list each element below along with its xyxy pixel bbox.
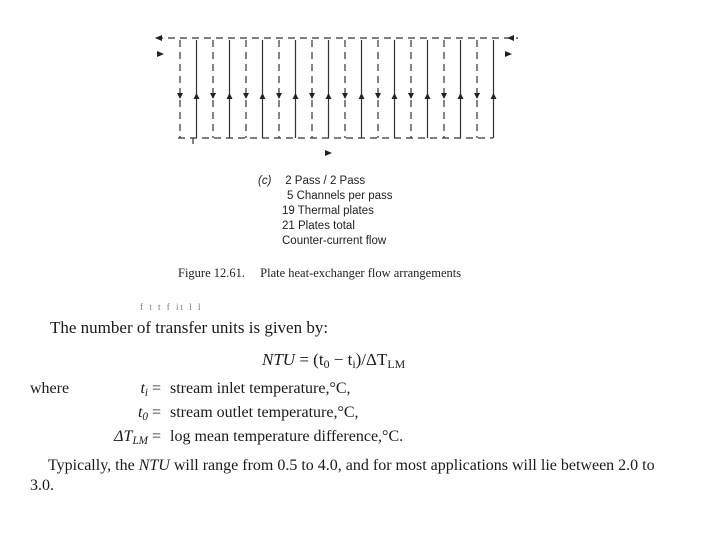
definition-symbol: $t_0$ xyxy=(137,404,148,423)
caption-line-1: (c) 2 Pass / 2 Pass xyxy=(258,175,366,187)
channel-flow-arrow xyxy=(458,93,464,99)
where-label: where xyxy=(30,380,70,397)
caption-line-5: Counter-current flow xyxy=(282,235,387,247)
figure-title xyxy=(178,266,461,281)
cut-off-text-line: f t t f it l l xyxy=(140,302,203,312)
channel-flow-arrow xyxy=(177,93,183,99)
channel-flow-arrow xyxy=(375,93,381,99)
channel-flow-arrow xyxy=(491,93,497,99)
channel-flow-arrow xyxy=(227,93,233,99)
body-paragraph: Typically, the NTU will range from 0.5 to 4.0, and for most applications will lie between 2.0 to 3.0. xyxy=(30,457,655,494)
definition-text: stream outlet temperature,°C, xyxy=(170,404,359,421)
channel-flow-arrow xyxy=(309,93,315,99)
channel-flow-arrow xyxy=(408,93,414,99)
panel-label: (c) xyxy=(258,175,272,187)
channel-flow-arrow xyxy=(441,93,447,99)
caption-line-3: 19 Thermal plates xyxy=(282,205,374,217)
channel-flow-arrow xyxy=(326,93,332,99)
plate-flow-diagram xyxy=(148,26,528,176)
equation-lhs: NTU xyxy=(262,350,296,369)
figure-caption-details xyxy=(258,174,392,249)
caption-line-4: 21 Plates total xyxy=(282,220,355,232)
side-arrow xyxy=(157,51,164,57)
definition-text: log mean temperature difference,°C. xyxy=(170,428,404,445)
intro-sentence: The number of transfer units is given by: xyxy=(50,318,329,337)
channel-flow-arrow xyxy=(342,93,348,99)
channel-flow-arrow xyxy=(474,93,480,99)
channel-flow-arrow xyxy=(194,93,200,99)
definition-symbol: $t_i$ xyxy=(140,380,148,399)
outlet-arrow xyxy=(507,35,514,41)
definition-text: stream inlet temperature,°C, xyxy=(170,380,351,397)
channel-flow-arrow xyxy=(260,93,266,99)
channel-flow-arrow xyxy=(243,93,249,99)
channel-flow-arrow xyxy=(425,93,431,99)
inlet-arrow xyxy=(155,35,162,41)
channel-flow-arrow xyxy=(276,93,282,99)
definition-symbol: $\Delta T_{LM}$ xyxy=(114,428,148,447)
side-arrow xyxy=(505,51,512,57)
bottom-flow-arrow xyxy=(325,150,332,156)
ntu-equation: NTU = $(t_0 - t_i)/\Delta T_{LM}$ xyxy=(262,350,406,371)
channel-flow-arrow xyxy=(293,93,299,99)
caption-line-2: 5 Channels per pass xyxy=(287,190,393,202)
figure-title-text: Plate heat-exchanger flow arrangements xyxy=(260,266,462,280)
channel-flow-arrow xyxy=(210,93,216,99)
figure-number: Figure 12.61. xyxy=(178,266,246,280)
channel-flow-arrow xyxy=(392,93,398,99)
channel-flow-arrow xyxy=(359,93,365,99)
